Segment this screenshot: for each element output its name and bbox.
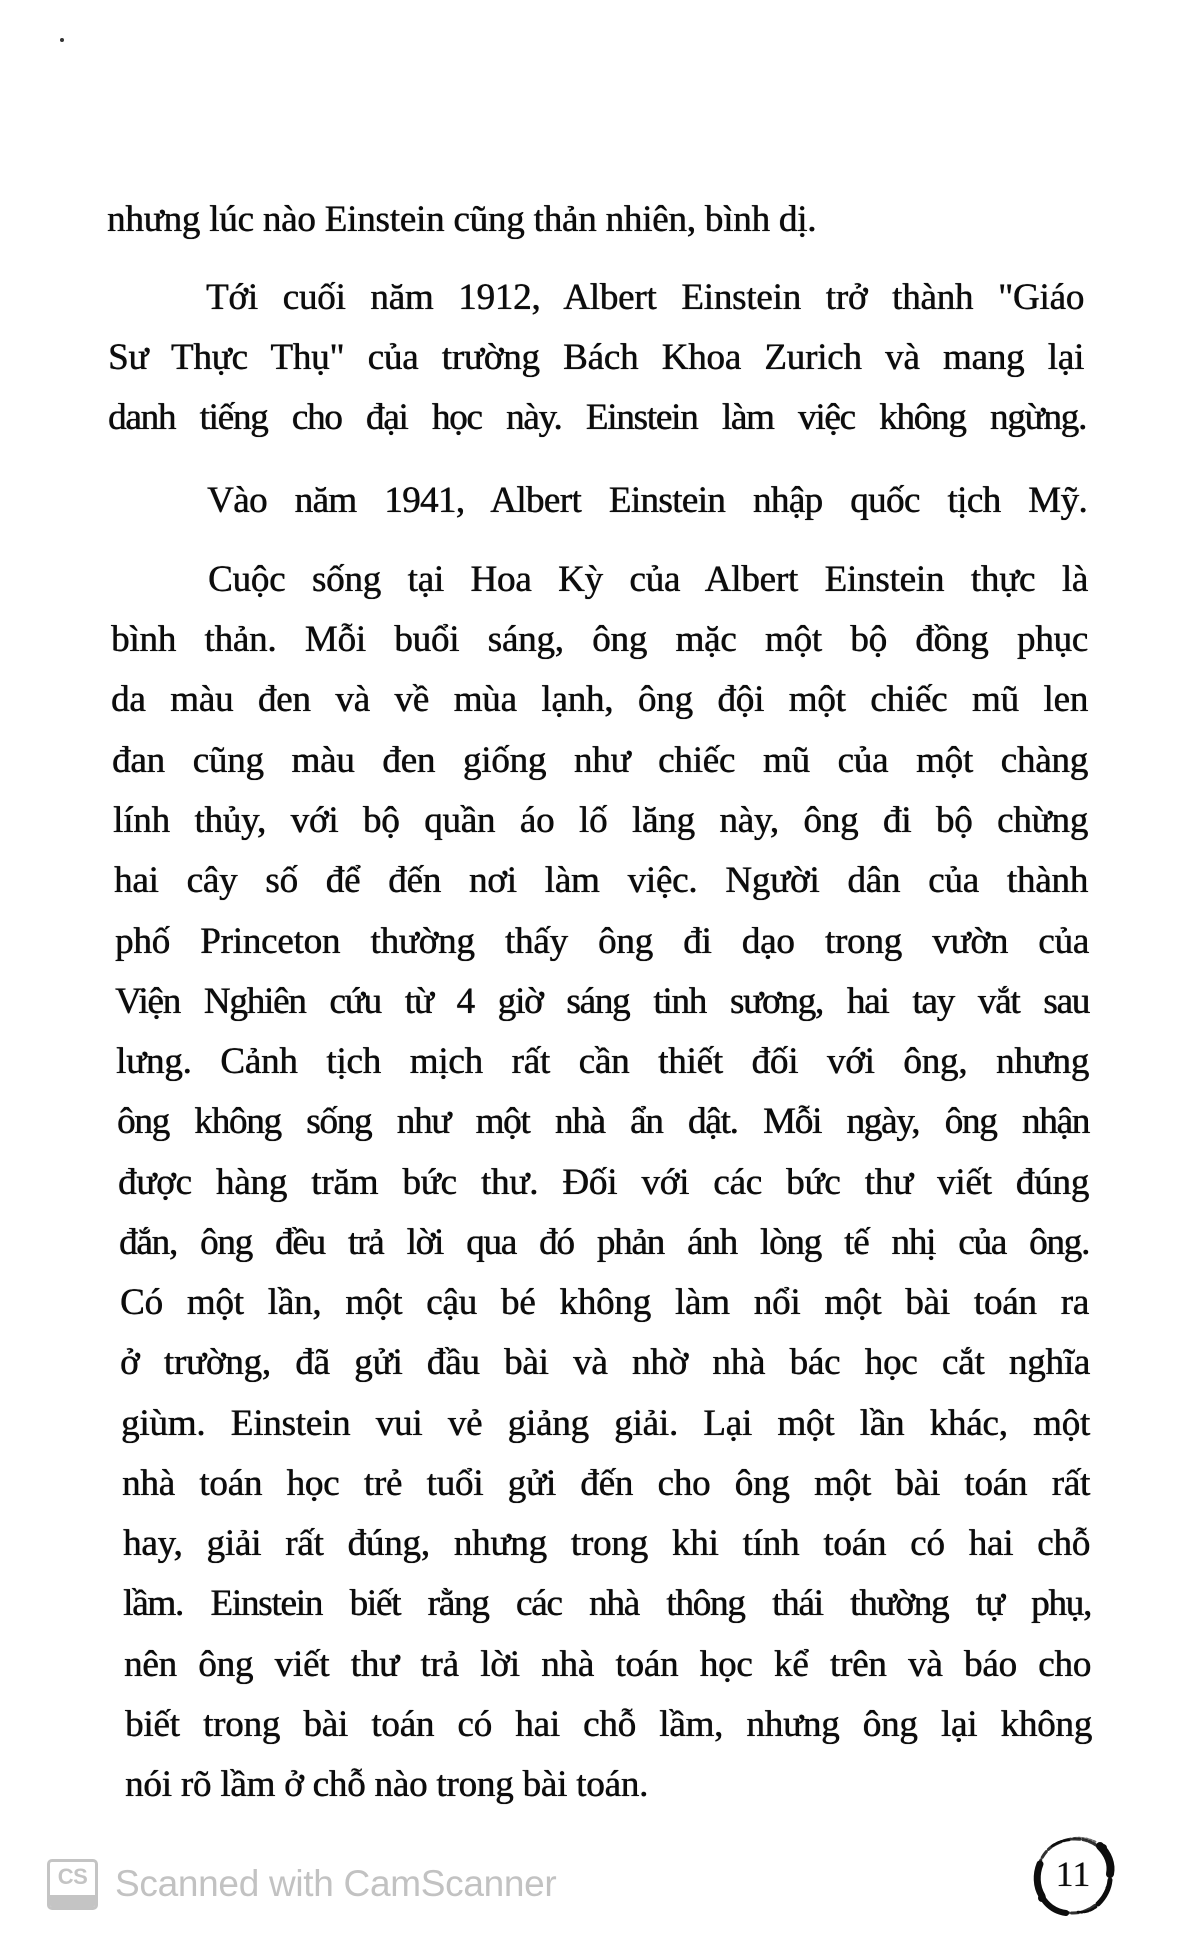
paragraph-4-line-17: hay, giải rất đúng, nhưng trong khi tính toán có hai chỗ (123, 1523, 1090, 1564)
paragraph-4-line-10: ông không sống như một nhà ẩn dật. Mỗi ngày, ông nhận (117, 1101, 1089, 1142)
paragraph-4-line-4: đan cũng màu đen giống như chiếc mũ của một chàng (112, 740, 1088, 781)
paragraph-3-line-1: Vào năm 1941, Albert Einstein nhập quốc tịch Mỹ. (207, 480, 1087, 521)
paragraph-4-line-9: lưng. Cảnh tịch mịch rất cần thiết đối với ông, nhưng (116, 1041, 1089, 1082)
paragraph-4-line-13: Có một lần, một cậu bé không làm nổi một bài toán ra (120, 1282, 1089, 1323)
paragraph-4-line-2: bình thản. Mỗi buổi sáng, ông mặc một bộ đồng phục (111, 619, 1088, 660)
scan-speck (60, 38, 64, 42)
paragraph-4-line-12: đắn, ông đều trả lời qua đó phản ánh lòng tế nhị của ông. (119, 1222, 1089, 1263)
paragraph-4-line-16: nhà toán học trẻ tuổi gửi đến cho ông một bài toán rất (122, 1463, 1090, 1504)
camscanner-logo-icon (47, 1859, 98, 1910)
page-number (1030, 1834, 1116, 1918)
paragraph-4-line-8: Viện Nghiên cứu từ 4 giờ sáng tinh sương, hai tay vắt sau (115, 981, 1089, 1022)
page-number-text: 11 (1055, 1854, 1091, 1894)
paragraph-4-line-11: được hàng trăm bức thư. Đối với các bức thư viết đúng (118, 1162, 1089, 1203)
paragraph-4-line-20: biết trong bài toán có hai chỗ lầm, nhưng ông lại không (125, 1704, 1092, 1745)
watermark-text: Scanned with CamScanner (115, 1863, 557, 1904)
paragraph-4-line-6: hai cây số để đến nơi làm việc. Người dân của thành (114, 860, 1088, 901)
paragraph-2-line-2: Sư Thực Thụ" của trường Bách Khoa Zurich và mang lại (108, 337, 1084, 378)
paragraph-4-line-14: ở trường, đã gửi đầu bài và nhờ nhà bác học cắt nghĩa (120, 1342, 1090, 1383)
paragraph-4-line-21: nói rõ lầm ở chỗ nào trong bài toán. (125, 1764, 649, 1805)
paragraph-2-line-3: danh tiếng cho đại học này. Einstein làm việc không ngừng. (108, 397, 1086, 438)
camscanner-logo-bar (50, 1895, 95, 1907)
paragraph-4-line-19: nên ông viết thư trả lời nhà toán học kể trên và báo cho (124, 1644, 1091, 1685)
paragraph-4-line-3: da màu đen và về mùa lạnh, ông đội một chiếc mũ len (111, 679, 1088, 720)
camscanner-logo-text: CS (57, 1863, 88, 1889)
paragraph-4-line-5: lính thủy, với bộ quần áo lố lăng này, ông đi bộ chừng (113, 800, 1088, 841)
paragraph-4-line-18: lầm. Einstein biết rằng các nhà thông thái thường tự phụ, (123, 1583, 1091, 1624)
paragraph-2-line-1: Tới cuối năm 1912, Albert Einstein trở thành "Giáo (206, 277, 1084, 318)
paragraph-4-line-15: giùm. Einstein vui vẻ giảng giải. Lại một lần khác, một (121, 1403, 1090, 1444)
paragraph-4-line-7: phố Princeton thường thấy ông đi dạo trong vườn của (115, 921, 1089, 962)
paragraph-4-line-1: Cuộc sống tại Hoa Kỳ của Albert Einstein thực là (208, 559, 1088, 600)
paragraph-1-line-1: nhưng lúc nào Einstein cũng thản nhiên, bình dị. (107, 199, 817, 240)
camscanner-watermark (47, 1857, 556, 1911)
